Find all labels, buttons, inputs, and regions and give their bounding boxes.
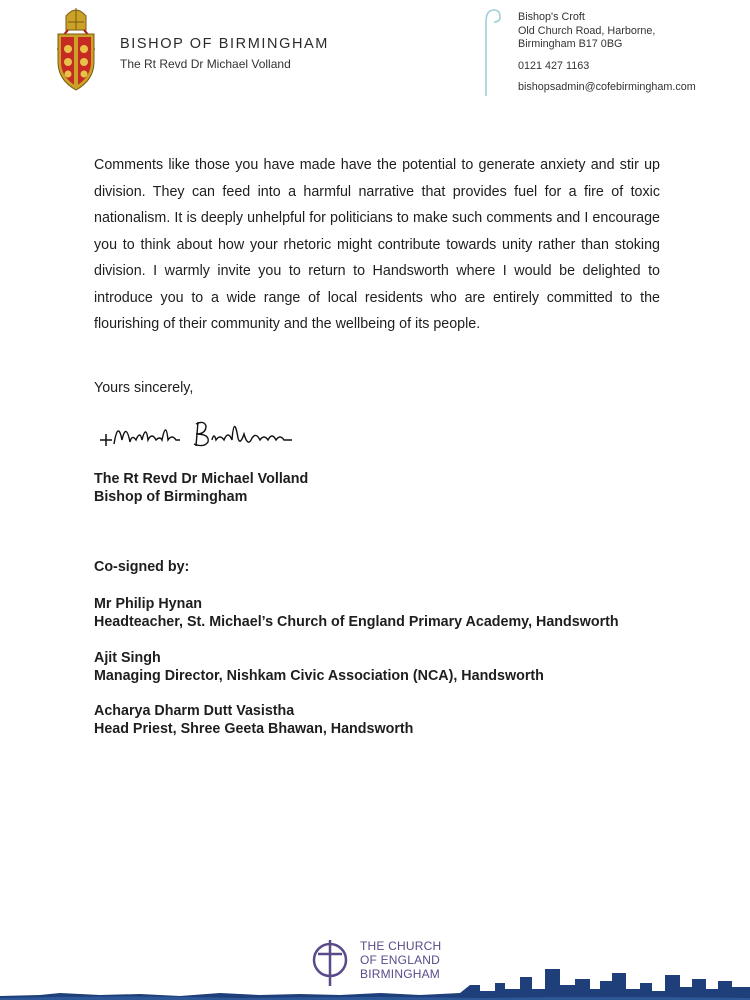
letterhead-title: BISHOP OF BIRMINGHAM [120, 36, 329, 52]
letter-body [94, 152, 660, 338]
cosigner-block [94, 649, 544, 685]
wordmark-line: OF ENGLAND [360, 953, 441, 967]
cosigner-name: Acharya Dharm Dutt Vasistha [94, 703, 295, 719]
cosigner-name: Mr Philip Hynan [94, 596, 203, 612]
address-line: Bishop's Croft [518, 11, 585, 23]
wordmark-line: THE CHURCH [360, 939, 442, 953]
cosigner-role: Headteacher, St. Michael’s Church of England Primary Academy, Handsworth [94, 614, 619, 630]
diocese-crest-icon [46, 4, 106, 92]
address-line: Old Church Road, Harborne, [518, 24, 656, 37]
email-address: bishopsadmin@cofebirmingham.com [518, 81, 696, 93]
letterhead-person: The Rt Revd Dr Michael Volland [120, 57, 291, 71]
cosigner-role: Managing Director, Nishkam Civic Association (NCA), Handsworth [94, 668, 544, 684]
signature-image [96, 410, 326, 458]
cosigner-name: Ajit Singh [94, 650, 161, 666]
signatory-name: The Rt Revd Dr Michael Volland [94, 471, 309, 487]
body-paragraph: Comments like those you have made have the potential to generate anxiety and stir up division. They can feed into a harmful narrative that provides fuel for a fire of toxic nationalism. It is deeply unhelpful for politicians to make such comments and I encourage you to think about how your rhetoric might contribute towards unity rather than stoking division. I warmly invite you to return to Handsworth where I would be delighted to introduce you to a wide range of local residents who are entirely committed to the flourishing of their community and the wellbeing of its people. [94, 157, 660, 332]
crozier-icon [478, 8, 504, 96]
wordmark-line: BIRMINGHAM [360, 967, 440, 981]
cosigner-role: Head Priest, Shree Geeta Bhawan, Handsworth [94, 721, 414, 737]
signatory-block [94, 470, 308, 506]
address-line: Birmingham B17 0BG [518, 38, 623, 50]
cosigner-block [94, 595, 619, 631]
cosigned-label: Co-signed by: [94, 559, 190, 575]
closing-line: Yours sincerely, [94, 380, 194, 396]
phone-number: 0121 427 1163 [518, 59, 590, 72]
letterhead-address [518, 11, 696, 95]
signatory-title: Bishop of Birmingham [94, 489, 248, 505]
cosigner-block [94, 702, 413, 738]
city-skyline-decoration [0, 955, 750, 1000]
